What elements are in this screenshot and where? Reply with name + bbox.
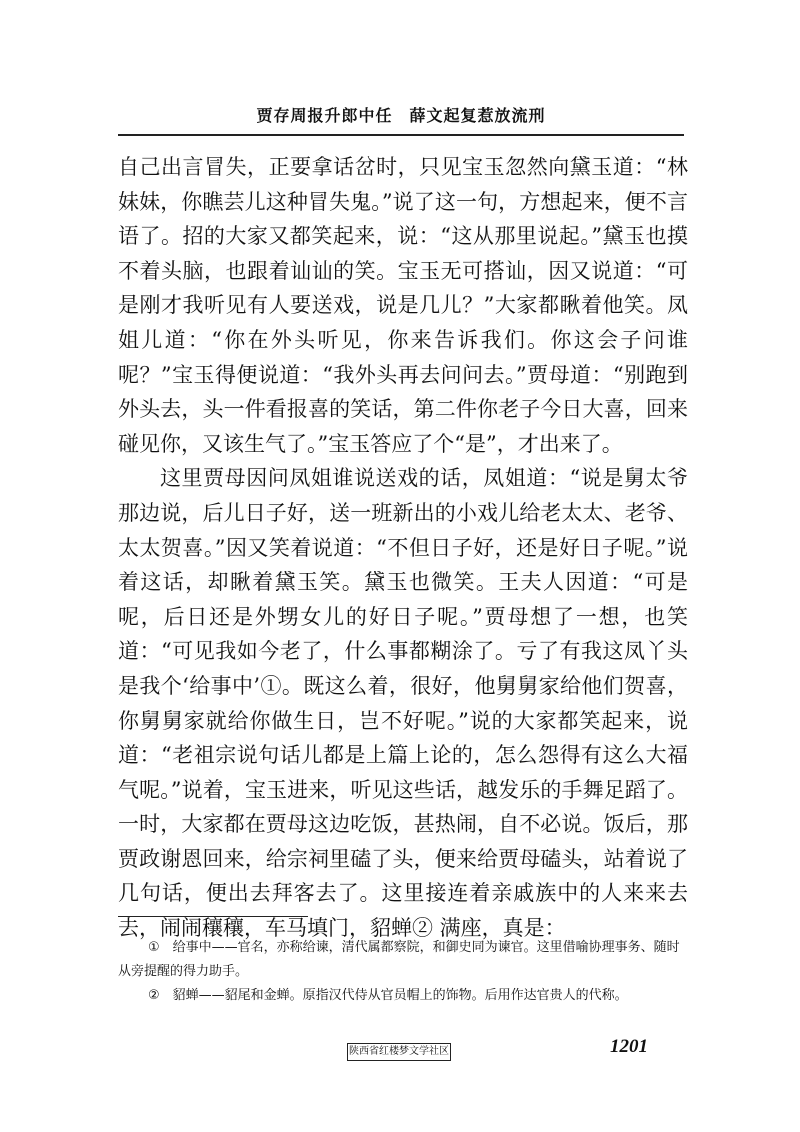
paragraph: 这里贾母因问凤姐谁说送戏的话，凤姐道：“说是舅太爷那边说，后儿日子好，送一班新出的小戏儿给老太太、老爷、太太贺喜。”因又笑着说道：“不但日子好，还是好日子呢。”说着这话，却瞅着黛玉笑。黛玉也微笑。王夫人因道：“可是呢，后日还是外甥女儿的好日子呢。”贾母想了一想，也笑道：“可见我如今老了，什么事都糊涂了。亏了有我这凤丫头是我个‘给事中’①。既这么着，很好，他舅舅家给他们贺喜，你舅舅家就给你做生日，岂不好呢。”说的大家都笑起来，说道：“老祖宗说句话儿都是上篇上论的，怎么怨得有这么大福气呢。”说着，宝玉进来，听见这些话，越发乐的手舞足蹈了。一时，大家都在贾母这边吃饭，甚热闹，自不必说。饭后，那贾政谢恩回来，给宗祠里磕了头，便来给贾母磕头，站着说了几句话，便出去拜客去了。这里接连着亲戚族中的人来来去去，闹闹穰穰，车马填门，貂蝉② 满座，真是： <box>118 466 688 941</box>
running-header: 贾存周报升郎中任 薛文起复惹放流刑 <box>256 106 546 125</box>
page-number: 1201 <box>610 1036 648 1057</box>
header-rule <box>118 134 684 136</box>
source-stamp: 陕西省红楼梦文学社区 <box>347 1043 451 1061</box>
paragraph: 自己出言冒失，正要拿话岔时，只见宝玉忽然向黛玉道：“林妹妹，你瞧芸儿这种冒失鬼。”说了这一句，方想起来，便不言语了。招的大家又都笑起来，说：“这从那里说起。”黛玉也摸不着头脑，也跟着讪讪的笑。宝玉无可搭讪，因又说道：“可是刚才我听见有人要送戏，说是几儿？”大家都瞅着他笑。凤姐儿道：“你在外头听见，你来告诉我们。你这会子问谁呢？”宝玉得便说道：“我外头再去问问去。”贾母道：“别跑到外头去，头一件看报喜的笑话，第二件你老子今日大喜，回来碰见你，又该生气了。”宝玉答应了个“是”，才出来了。 <box>118 155 688 456</box>
footnotes <box>118 936 684 1008</box>
main-text <box>118 150 688 946</box>
footnote-rule <box>118 916 308 917</box>
footnote: ① 给事中——官名，亦称给谏，清代属都察院，和御史同为谏官。这里借喻协理事务、随时从旁提醒的得力助手。 <box>118 940 680 979</box>
footnote: ② 貂蝉——貂尾和金蝉。原指汉代侍从官员帽上的饰物。后用作达官贵人的代称。 <box>148 988 628 1003</box>
